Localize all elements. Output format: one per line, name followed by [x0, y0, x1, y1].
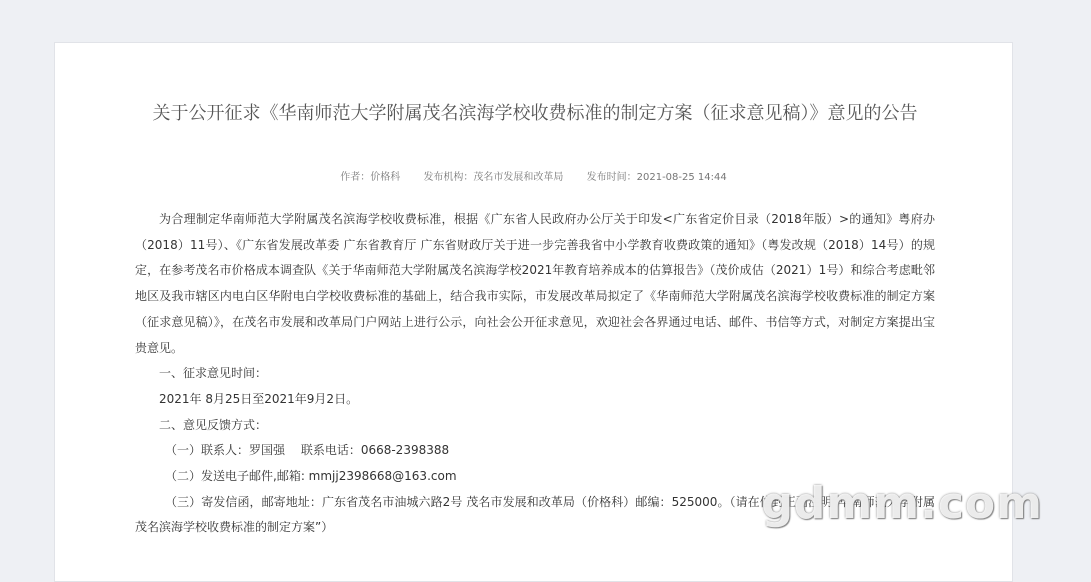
- site-watermark: gdmm.com: [761, 478, 1043, 529]
- section-heading: 二、意见反馈方式：: [159, 417, 268, 432]
- section-heading: 一、征求意见时间：: [159, 366, 268, 381]
- article-title: 关于公开征求《华南师范大学附属茂名滨海学校收费标准的制定方案（征求意见稿）》意见的公告: [152, 103, 918, 124]
- body-paragraph: 为合理制定华南师范大学附属茂名滨海学校收费标准，根据《广东省人民政府办公厅关于印发<广东省定价目录（2018年版）>的通知》粤府办（2018）11号）、《广东省发展改革委 广东省教育厅 广东省财政厅关于进一步完善我省中小学教育收费政策的通知》（粤发改规（2018）14号）的规定，在参考茂名市价格成本调查队《关于华南师范大学附属茂名滨海学校2021年教育培养成本的估算报告》（茂价成估（2021）1号）和综合考虑毗邻地区及我市辖区内电白区华附电白学校收费标准的基础上，结合我市实际，市发展改革局拟定了《华南师范大学附属茂名滨海学校收费标准的制定方案（征求意见稿）》，在茂名市发展和改革局门户网站上进行公示，向社会公开征求意见，欢迎社会各界通过电话、邮件、书信等方式，对制定方案提出宝贵意见。: [135, 212, 935, 355]
- contact-mail-address: （三）寄发信函，邮寄地址：广东省茂名市油城六路2号 茂名市发展和改革局（价格科）邮编：525000。（请在信封正面注明“华南师范大学附属茂名滨海学校收费标准的制定方案”）: [135, 494, 935, 535]
- body-paragraph: 2021年 8月25日至2021年9月2日。: [159, 391, 359, 406]
- article-publisher: 发布机构：茂名市发展和改革局: [423, 172, 564, 183]
- article-page: [54, 42, 1013, 582]
- contact-email: （二）发送电子邮件,邮箱: mmjj2398668@163.com: [165, 469, 457, 484]
- article-publish-time: 发布时间：2021-08-25 14:44: [586, 172, 727, 183]
- contact-person: （一）联系人：罗国强 联系电话：0668-2398388: [165, 443, 450, 458]
- article-meta: [55, 168, 1012, 183]
- article-author: 作者：价格科: [340, 172, 401, 183]
- article-body: [135, 207, 935, 541]
